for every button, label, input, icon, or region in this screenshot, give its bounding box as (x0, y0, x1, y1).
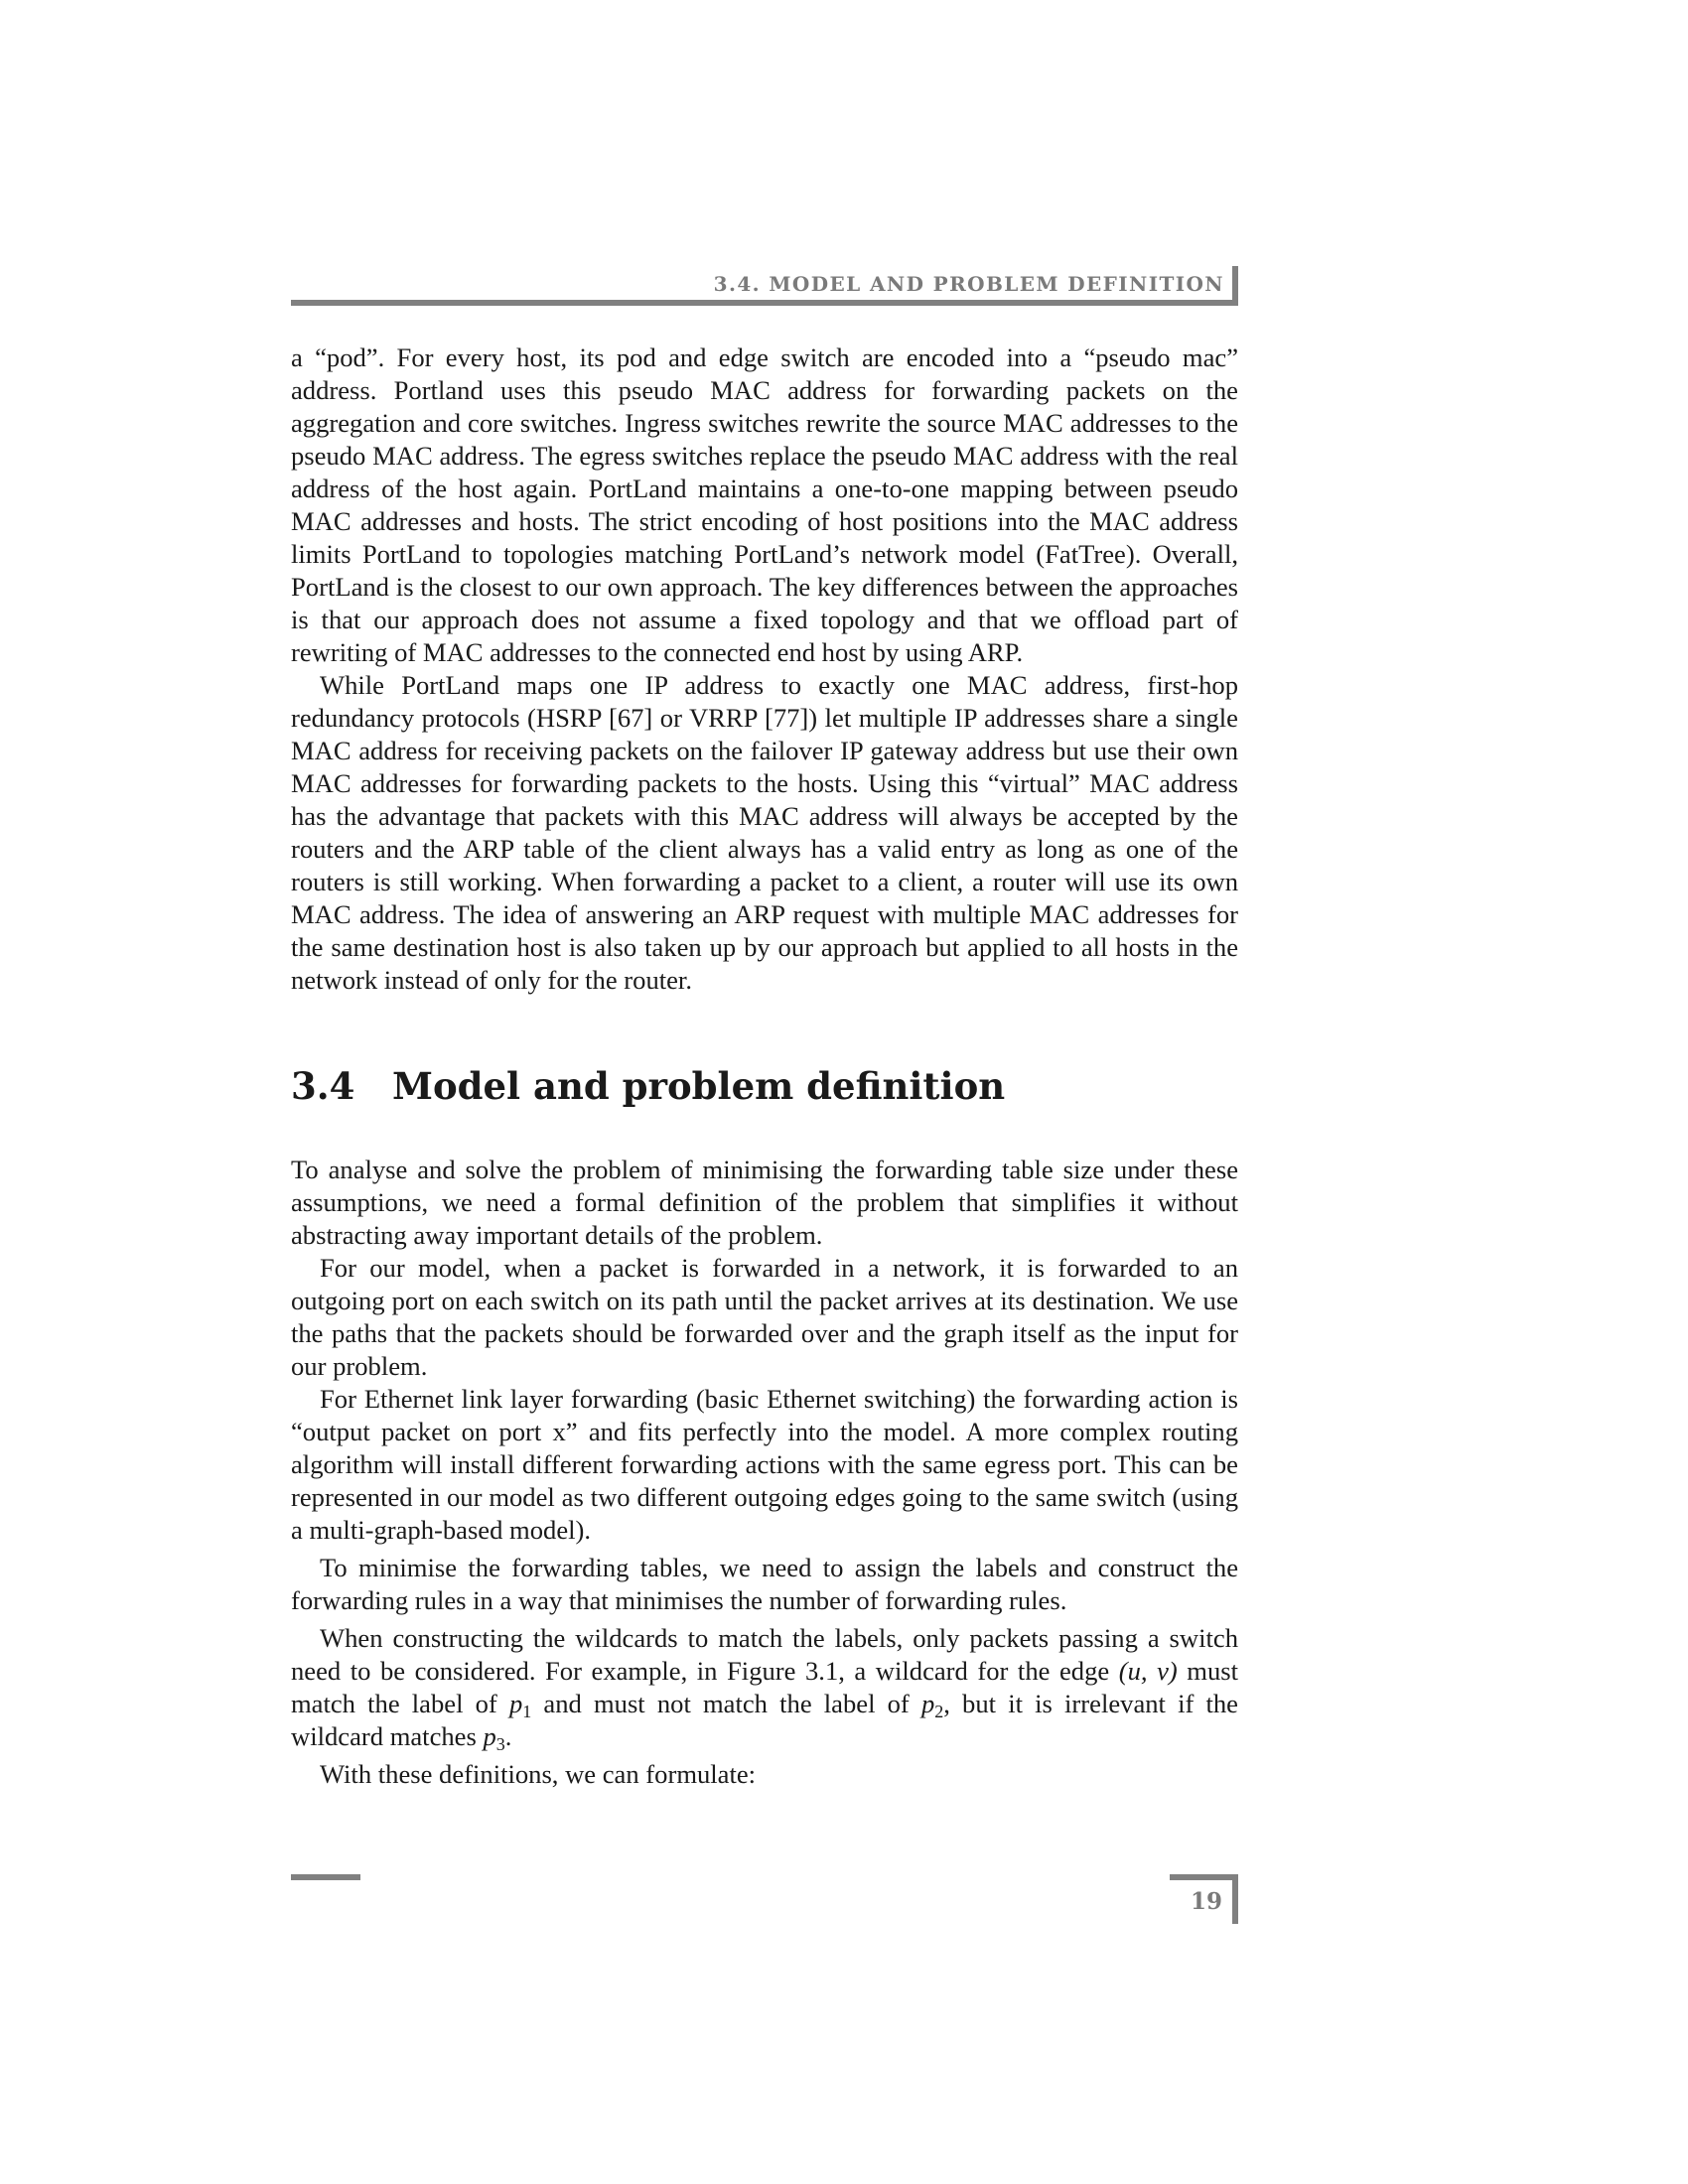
running-header-title: 3.4. MODEL AND PROBLEM DEFINITION (713, 272, 1224, 296)
page-body (291, 341, 1238, 1791)
wildcards-text-5: . (504, 1721, 512, 1751)
wildcards-text-1: When constructing the wildcards to match the labels, only packets passing a switch need to be considered. For example, in Figure 3.1, a wildcard for the edge (291, 1623, 1238, 1686)
paragraph-intro: To analyse and solve the problem of minimising the forwarding table size under these assumptions, we need a formal definition of the problem that simplifies it without abstracting away important details of the problem. (291, 1155, 1238, 1250)
header-corner-rule (1232, 266, 1238, 306)
wildcards-text-4: , but it is irrelevant if the wildcard matches (291, 1689, 1238, 1751)
math-p3 (483, 1721, 505, 1754)
paragraph-formulate: With these definitions, we can formulate: (320, 1759, 757, 1789)
footer-left-rule (291, 1874, 360, 1880)
math-p3-base: p (483, 1721, 496, 1751)
paragraph-minimise: To minimise the forwarding tables, we need to assign the labels and construct the forwarding rules in a way that minimises the number of forwarding rules. (291, 1553, 1238, 1615)
section-title: Model and problem definition (392, 1064, 1006, 1108)
page-footer (1170, 1874, 1238, 1924)
footer-corner-rule (1232, 1874, 1238, 1924)
running-header (291, 266, 1238, 306)
math-p2-subscript: 2 (934, 1702, 944, 1721)
section-number: 3.4 (291, 1064, 355, 1108)
paragraph-wildcards (291, 1622, 1238, 1753)
page-number: 19 (1190, 1888, 1222, 1915)
footer-rule (1170, 1874, 1238, 1880)
math-p3-subscript: 3 (495, 1734, 505, 1754)
wildcards-text-2: must match the label of (291, 1656, 1239, 1718)
paragraph-first-hop-redundancy: While PortLand maps one IP address to exactly one MAC address, first-hop redundancy protocols (HSRP [67] or VRRP [77]) let multiple IP addresses share a single MAC address for receiving packets on the failover IP gateway address but use their own MAC addresses for forwarding packets to the hosts. Using this “virtual” MAC address has the advantage that packets with this MAC address will always be accepted by the routers and the ARP table of the client always has a valid entry as long as one of the routers is still working. When forwarding a packet to a client, a router will use its own MAC address. The idea of answering an ARP request with multiple MAC addresses for the same destination host is also taken up by our approach but applied to all hosts in the network instead of only for the router. (291, 670, 1238, 995)
paragraph-model: For our model, when a packet is forwarded in a network, it is forwarded to an outgoing port on each switch on its path until the packet arrives at its destination. We use the paths that the packets should be forwarded over and the graph itself as the input for our problem. (291, 1253, 1238, 1381)
section-heading (291, 1064, 1238, 1108)
math-edge-uv: (u, v) (1118, 1656, 1178, 1686)
wildcards-text-3: and must not match the label of (531, 1689, 921, 1718)
math-p1 (508, 1689, 532, 1721)
paragraph-ethernet: For Ethernet link layer forwarding (basic Ethernet switching) the forwarding action is “output packet on port x” and fits perfectly into the model. A more complex routing algorithm will install different forwarding actions with the same egress port. This can be represented in our model as two different outgoing edges going to the same switch (using a multi-graph-based model). (291, 1384, 1238, 1545)
math-p1-base: p (508, 1689, 523, 1718)
math-p1-subscript: 1 (522, 1702, 532, 1721)
math-p2-base: p (920, 1689, 935, 1718)
math-p2 (920, 1689, 944, 1721)
header-rule (291, 300, 1238, 306)
paragraph-portland: a “pod”. For every host, its pod and edge switch are encoded into a “pseudo mac” address. Portland uses this pseudo MAC address for forwarding packets on the aggregation and core switches. Ingress switches rewrite the source MAC addresses to the pseudo MAC address. The egress switches replace the pseudo MAC address with the real address of the host again. PortLand maintains a one-to-one mapping between pseudo MAC addresses and hosts. The strict encoding of host positions into the MAC address limits PortLand to topologies matching PortLand’s network model (FatTree). Overall, PortLand is the closest to our own approach. The key differences between the approaches is that our approach does not assume a fixed topology and that we offload part of rewriting of MAC addresses to the connected end host by using ARP. (291, 342, 1238, 667)
